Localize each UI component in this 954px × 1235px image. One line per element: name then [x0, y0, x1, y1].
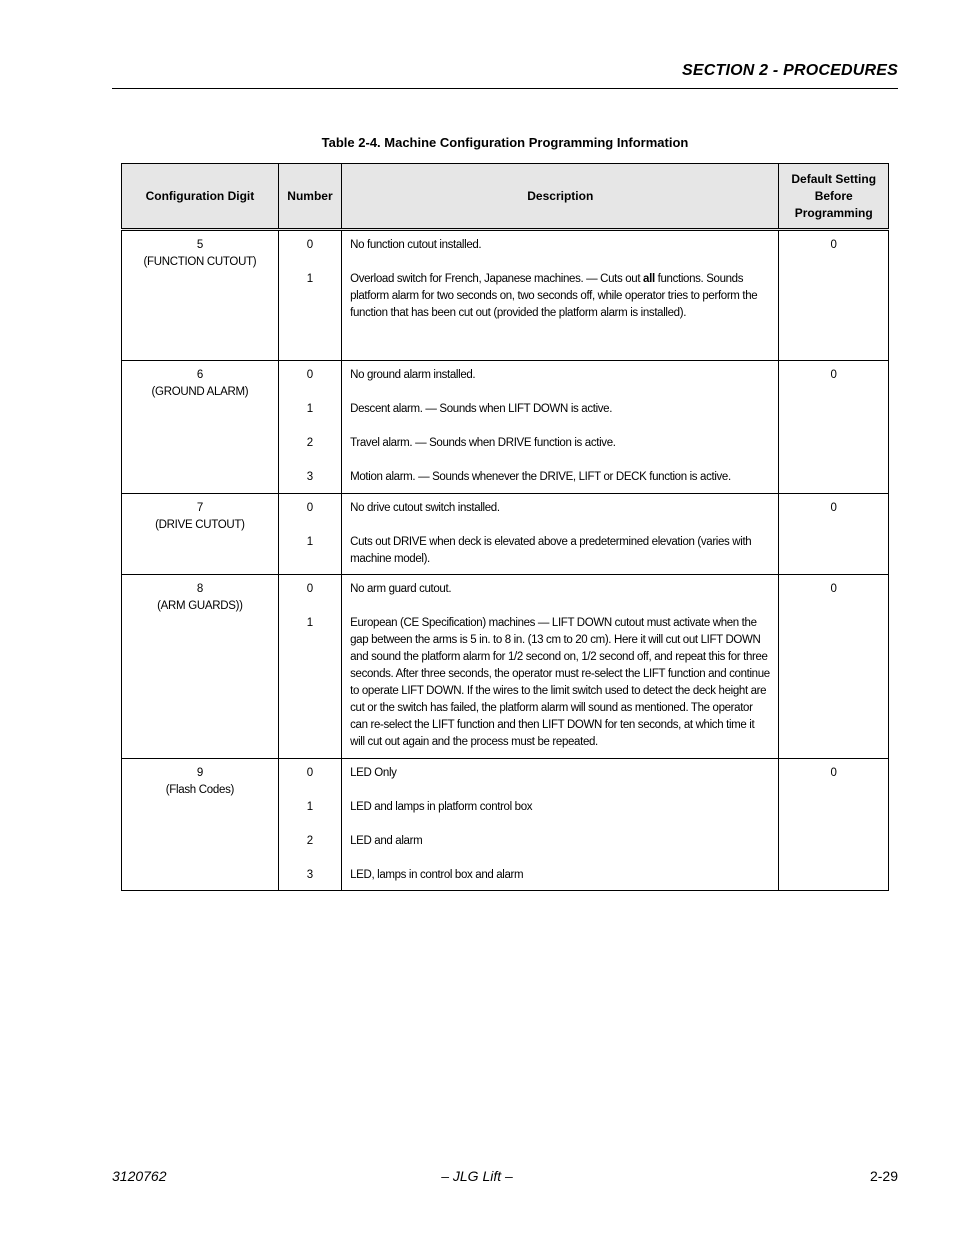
default-setting-cell: 0: [779, 230, 889, 361]
config-digit-cell: [122, 230, 279, 361]
column-header-number: Number: [278, 164, 341, 230]
config-digit-value: 5: [196, 239, 203, 251]
entry-spacer: [279, 850, 341, 867]
number-cell: [278, 759, 341, 891]
footer-page-number: 2-29: [869, 1168, 898, 1184]
number-value: 1: [306, 617, 314, 629]
entry-spacer: [350, 452, 770, 469]
number-value: 1: [306, 536, 314, 548]
default-setting-cell: 0: [779, 361, 889, 494]
description-text: Motion alarm. — Sounds whenever the DRIVE, LIFT or DECK function is active.: [350, 471, 731, 483]
description-entry: [350, 367, 770, 384]
column-header-default: [779, 164, 889, 230]
description-entry: [350, 799, 770, 816]
column-header-digit: Configuration Digit: [122, 164, 279, 230]
description-text-continued: functions. Sounds platform alarm for two seconds on, two seconds off, while operator tries to perform the function that has been cut out (provided the platform alarm is installed).: [350, 273, 758, 319]
config-digit-value: 8: [196, 583, 203, 595]
description-entry: [350, 469, 770, 486]
column-header-default-line1: Default Setting: [791, 171, 877, 186]
number-value: 1: [306, 403, 314, 415]
description-text: No arm guard cutout.: [350, 583, 452, 595]
number-value: 2: [306, 835, 314, 847]
entry-spacer: [279, 254, 341, 271]
entry-spacer: [350, 384, 770, 401]
description-entry: [350, 833, 770, 850]
config-digit-name: (DRIVE CUTOUT): [155, 519, 245, 531]
entry-spacer: [279, 816, 341, 833]
column-header-default-line3: Programming: [794, 205, 873, 220]
table-title: Table 2-4. Machine Configuration Programming Information: [321, 135, 689, 150]
config-digit-cell: [122, 575, 279, 759]
entry-spacer: [350, 418, 770, 435]
entry-spacer: [350, 598, 770, 615]
entry-spacer: [350, 517, 770, 534]
description-entry: [350, 500, 770, 517]
footer-brand: – JLG Lift –: [441, 1168, 513, 1184]
config-digit-name: (Flash Codes): [165, 784, 235, 796]
config-digit-name: (FUNCTION CUTOUT): [143, 256, 257, 268]
description-entry: [350, 271, 770, 322]
description-text: Overload switch for French, Japanese machines. — Cuts out: [350, 273, 644, 285]
number-cell: [278, 575, 341, 759]
number-value: 2: [306, 437, 314, 449]
number-value: 0: [306, 239, 314, 251]
number-value: 0: [306, 369, 314, 381]
description-entry: [350, 401, 770, 418]
number-value: 3: [306, 471, 314, 483]
number-value: 1: [306, 273, 314, 285]
config-digit-value: 6: [196, 369, 203, 381]
description-cell: [342, 759, 779, 891]
entry-spacer: [279, 517, 341, 534]
description-cell: [342, 361, 779, 494]
entry-spacer: [279, 418, 341, 435]
entry-spacer: [350, 816, 770, 833]
description-text: LED Only: [350, 767, 397, 779]
entry-spacer: [279, 598, 341, 615]
number-value: 0: [306, 583, 314, 595]
description-text: Descent alarm. — Sounds when LIFT DOWN is active.: [350, 403, 613, 415]
entry-spacer: [279, 384, 341, 401]
config-digit-cell: [122, 494, 279, 575]
number-value: 0: [306, 767, 314, 779]
table-row: [122, 575, 889, 759]
description-text: European (CE Specification) machines — LIFT DOWN cutout must activate when the gap between the arms is 5 in. to 8 in. (13 cm to 20 cm). Here it will cut out LIFT DOWN and sound the platform alarm for 1/2 second on, 1/2 second off, and repeat this for three seconds. After three seconds, the operator must re-select the LIFT function and continue to operate LIFT DOWN. If the wires to the limit switch used to detect the deck height are cut or the switch has failed, the platform alarm will sound as mentioned. The operator can re-select the LIFT function and then LIFT DOWN for ten seconds, at which time it will cut out again and the process must be repeated.: [350, 617, 770, 748]
description-cell: [342, 230, 779, 361]
description-text: No drive cutout switch installed.: [350, 502, 500, 514]
config-digit-value: 7: [196, 502, 203, 514]
number-cell: [278, 230, 341, 361]
description-text: No ground alarm installed.: [350, 369, 476, 381]
description-text: No function cutout installed.: [350, 239, 482, 251]
configuration-table: [121, 163, 889, 891]
description-entry: [350, 867, 770, 884]
description-entry: [350, 615, 770, 751]
description-emphasis: all: [643, 273, 655, 285]
description-text: LED and lamps in platform control box: [350, 801, 533, 813]
table-header-row: [122, 164, 889, 230]
table-row: [122, 230, 889, 361]
section-header: SECTION 2 - PROCEDURES: [682, 62, 898, 79]
description-entry: [350, 581, 770, 598]
entry-spacer: [350, 782, 770, 799]
entry-spacer: [279, 452, 341, 469]
footer-doc-number: 3120762: [112, 1168, 167, 1184]
description-text: Travel alarm. — Sounds when DRIVE function is active.: [350, 437, 616, 449]
default-setting-cell: 0: [779, 759, 889, 891]
description-text: LED and alarm: [350, 835, 423, 847]
config-digit-name: (GROUND ALARM): [151, 386, 249, 398]
description-entry: [350, 435, 770, 452]
number-value: 0: [306, 502, 314, 514]
description-entry: [350, 765, 770, 782]
default-setting-cell: 0: [779, 494, 889, 575]
description-text: Cuts out DRIVE when deck is elevated above a predetermined elevation (varies with machine model).: [350, 536, 752, 565]
number-value: 3: [306, 869, 314, 881]
description-text: LED, lamps in control box and alarm: [350, 869, 524, 881]
table-body: [122, 230, 889, 891]
column-header-description: Description: [342, 164, 779, 230]
description-entry: [350, 534, 770, 568]
config-digit-name: (ARM GUARDS)): [157, 600, 243, 612]
table-row: [122, 759, 889, 891]
entry-spacer: [350, 254, 770, 271]
config-digit-value: 9: [196, 767, 203, 779]
table-row: [122, 494, 889, 575]
description-entry: [350, 237, 770, 254]
entry-spacer: [279, 782, 341, 799]
number-cell: [278, 494, 341, 575]
config-digit-cell: [122, 759, 279, 891]
description-cell: [342, 494, 779, 575]
column-header-default-line2: Before: [814, 188, 853, 203]
default-setting-cell: 0: [779, 575, 889, 759]
config-digit-cell: [122, 361, 279, 494]
number-value: 1: [306, 801, 314, 813]
description-cell: [342, 575, 779, 759]
table-row: [122, 361, 889, 494]
header-rule: [112, 88, 898, 89]
entry-spacer: [350, 850, 770, 867]
number-cell: [278, 361, 341, 494]
